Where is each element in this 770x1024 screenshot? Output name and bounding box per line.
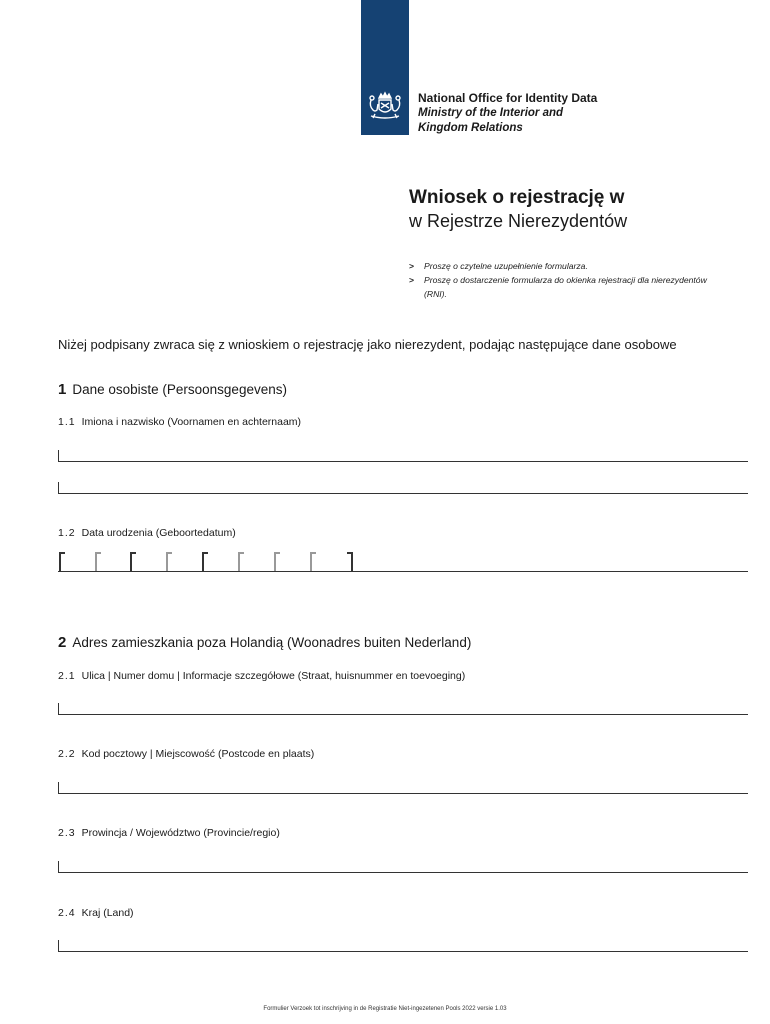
field-label-1-2 (58, 527, 236, 539)
date-digit-tick (130, 552, 136, 571)
field-label-text: Prowincja / Województwo (Provincie/regio) (81, 827, 280, 839)
instructions-list (409, 259, 709, 301)
field-number: 1.1 (58, 416, 76, 428)
field-label-2-4 (58, 907, 134, 919)
birthdate-input[interactable] (58, 552, 748, 572)
date-digit-tick (238, 552, 244, 571)
date-digit-tick (310, 552, 316, 571)
field-label-2-2 (58, 748, 314, 760)
organization-name: National Office for Identity Data (418, 91, 598, 105)
section-number: 1 (58, 381, 67, 398)
organization-block (418, 90, 597, 136)
field-number: 2.3 (58, 827, 76, 839)
section-1-heading (58, 381, 287, 398)
field-number: 2.2 (58, 748, 76, 760)
form-title: Wniosek o rejestrację w (409, 187, 625, 208)
country-input-line[interactable] (58, 940, 748, 952)
names-input-line-1[interactable] (58, 450, 748, 462)
field-label-2-1 (58, 670, 465, 682)
date-digit-tick (202, 552, 208, 571)
date-digit-box-start (59, 552, 65, 571)
date-digit-tick (95, 552, 101, 571)
date-digit-box-end (347, 552, 353, 571)
names-input-line-2[interactable] (58, 482, 748, 494)
province-input-line[interactable] (58, 861, 748, 873)
field-label-text: Ulica | Numer domu | Informacje szczegółowe (Straat, huisnummer en toevoeging) (81, 670, 466, 682)
section-number: 2 (58, 634, 67, 651)
section-2-heading (58, 634, 471, 651)
field-label-text: Imiona i nazwisko (Voornamen en achternaam) (81, 416, 302, 428)
ministry-line-2: Kingdom Relations (418, 122, 523, 134)
field-label-1-1 (58, 416, 301, 428)
coat-of-arms-icon (365, 86, 405, 126)
date-digit-tick (166, 552, 172, 571)
logo-bar (361, 0, 409, 135)
postcode-city-input-line[interactable] (58, 782, 748, 794)
field-number: 2.4 (58, 907, 76, 919)
field-label-text: Kraj (Land) (81, 907, 134, 919)
instruction-item: > Proszę o czytelne uzupełnienie formularza. (409, 259, 709, 273)
intro-text: Niżej podpisany zwraca się z wnioskiem o rejestrację jako nierezydent, podając następujące dane osobowe (58, 337, 677, 352)
ministry-line-1: Ministry of the Interior and (418, 107, 564, 119)
field-number: 1.2 (58, 527, 76, 539)
field-label-text: Data urodzenia (Geboortedatum) (81, 527, 236, 539)
section-title: Dane osobiste (Persoonsgegevens) (72, 382, 287, 397)
field-label-text: Kod pocztowy | Miejscowość (Postcode en plaats) (81, 748, 315, 760)
field-number: 2.1 (58, 670, 76, 682)
date-digit-tick (274, 552, 280, 571)
field-label-2-3 (58, 827, 280, 839)
street-input-line[interactable] (58, 703, 748, 715)
instruction-item: > Proszę o dostarczenie formularza do okienka rejestracji dla nierezydentów (RNI). (409, 273, 709, 301)
footer-text: Formulier Verzoek tot inschrijving in de Registratie Niet-ingezetenen Pools 2022 versie 1.03 (263, 1006, 507, 1012)
form-subtitle: w Rejestrze Nierezydentów (409, 211, 628, 231)
section-title: Adres zamieszkania poza Holandią (Woonadres buiten Nederland) (72, 635, 472, 650)
